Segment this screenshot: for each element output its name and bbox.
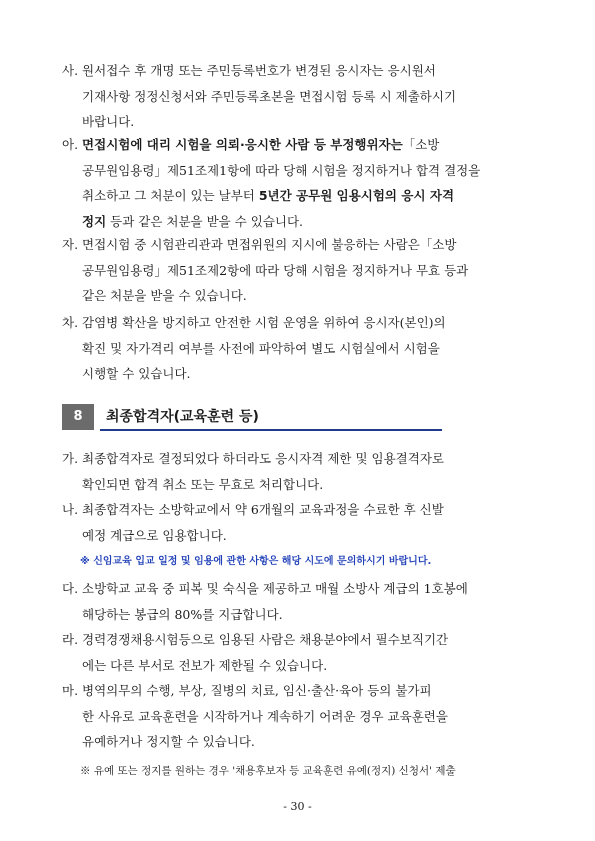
item-line: 바랍니다. [82, 114, 135, 129]
item-text: 등과 같은 처분을 받을 수 있습니다. [110, 213, 304, 229]
item-line [62, 209, 542, 235]
item-ra [62, 627, 542, 678]
note-last: ※ 유예 또는 정지를 원하는 경우 '채용후보자 등 교육훈련 유예(정지) 신청서' 제출 [80, 765, 456, 777]
bold-text: 정지 [82, 213, 107, 229]
item-cha [62, 310, 542, 387]
item-line: 다. 소방학교 교육 중 피복 및 숙식을 제공하고 매월 소방사 계급의 1호봉에 [62, 581, 468, 596]
item-line: 확인되면 합격 취소 또는 무효로 처리합니다. [82, 476, 324, 492]
item-line: 해당하는 봉급의 80%를 지급합니다. [82, 606, 283, 622]
section-header [62, 404, 442, 430]
section-number: 8 [62, 404, 94, 430]
item-line [62, 183, 542, 209]
item-a [62, 132, 542, 234]
item-line: 공무원임용령」제51조제2항에 따라 당해 시험을 정지하거나 무효 등과 [82, 262, 469, 278]
item-line: 한 사유로 교육훈련을 시작하거나 계속하기 어려운 경우 교육훈련을 [82, 708, 448, 724]
section-title: 최종합격자(교육훈련 등) [106, 409, 259, 425]
item-line: 가. 최종합격자로 결정되었다 하더라도 응시자격 제한 및 임용결격자로 [62, 451, 444, 466]
item-da [62, 576, 542, 627]
item-line: 기재사항 정정신청서와 주민등록초본을 면접시험 등록 시 제출하시기 [82, 88, 457, 104]
item-text: 「소방 [402, 137, 440, 152]
item-sa [62, 58, 542, 135]
item-text: 취소하고 그 처분이 있는 날부터 [82, 188, 255, 203]
item-line: 유예하거나 정지할 수 있습니다. [82, 734, 255, 749]
item-line: 자. 면접시험 중 시험관리관과 면접위원의 지시에 불응하는 사람은「소방 [62, 237, 457, 252]
bold-text: 5년간 공무원 임용시험의 응시 자격 [258, 188, 455, 203]
item-line: 공무원임용령」제51조제1항에 따라 당해 시험을 정지하거나 합격 결정을 [82, 162, 481, 178]
item-line: 예정 계급으로 임용합니다. [82, 527, 227, 543]
item-ga [62, 446, 542, 497]
item-line: 같은 처분을 받을 수 있습니다. [82, 288, 247, 303]
item-ja [62, 232, 542, 309]
page-number: - 30 - [283, 800, 312, 813]
item-line [62, 132, 542, 158]
item-ma [62, 678, 542, 755]
item-line: 차. 감염병 확산을 방지하고 안전한 시험 운영을 위하여 응시자(본인)의 [62, 315, 446, 330]
item-line: 에는 다른 부서로 전보가 제한될 수 있습니다. [82, 657, 328, 673]
item-line: 사. 원서접수 후 개명 또는 주민등록번호가 변경된 응시자는 응시원서 [62, 63, 436, 78]
item-line: 나. 최종합격자는 소방학교에서 약 6개월의 교육과정을 수료한 후 신발 [62, 502, 444, 517]
item-marker: 아. [62, 137, 79, 152]
item-line: 라. 경력경쟁채용시험등으로 임용된 사람은 채용분야에서 필수보직기간 [62, 632, 449, 647]
item-line: 마. 병역의무의 수행, 부상, 질병의 치료, 임신·출산·육아 등의 불가피 [62, 683, 432, 698]
item-line: 확진 및 자가격리 여부를 사전에 파악하여 별도 시험실에서 시험을 [82, 340, 440, 356]
item-line: 시행할 수 있습니다. [82, 366, 191, 381]
item-na [62, 497, 542, 548]
section-rule [100, 429, 442, 431]
bold-text: 면접시험에 대리 시험을 의뢰·응시한 사람 등 부정행위자는 [82, 137, 403, 152]
note-blue: ※ 신임교육 입교 일정 및 임용에 관한 사항은 해당 시도에 문의하시기 바랍니다. [80, 556, 432, 567]
